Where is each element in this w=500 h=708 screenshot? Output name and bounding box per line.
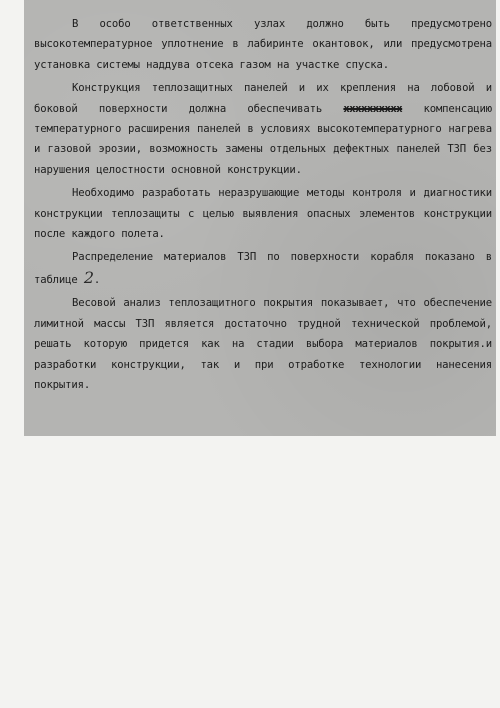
paragraph-seal-system	[34, 14, 492, 75]
paragraph-text: В особо ответственных узлах должно быть предусмотрено высокотемпературное уплотнение в лабиринте окантовок, или предусмотрена установка системы наддува отсека газом на участке спуска.	[34, 18, 492, 71]
paragraph-text: Весовой анализ теплозащитного покрытия показывает, что обеспечение лимитной массы ТЗП является достаточно трудной технической проблемой, решать которую придется как на стадии выбора материалов покрытия.и разработки конструкции, так и при отработке технологии нанесения покрытия.	[34, 297, 492, 391]
paragraph-text-start: Распределение материалов ТЗП по поверхности корабля показано в таблице	[34, 251, 492, 286]
paragraph-text: Необходимо разработать неразрушающие методы контроля и диагностики конструкции теплозащиты с целью выявления опасных элементов конструкции после каждого полета.	[34, 187, 492, 241]
paragraph-weight-analysis	[34, 293, 492, 395]
paragraph-text-start: Конструкция теплозащитных панелей и их крепления на лобовой и боковой поверхности должна обеспечивать	[34, 82, 492, 115]
paragraph-panel-construction	[34, 78, 492, 180]
document-body	[34, 14, 492, 398]
paragraph-testing-methods	[34, 183, 492, 244]
handwritten-table-number: 2	[83, 267, 94, 287]
paragraph-text-end: компенсацию температурного расширения панелей в условиях высокотемпературного нагрева и газовой эрозии, возможность замены отдельных дефектных панелей ТЗП без нарушения целостности основной конструкции.	[34, 102, 492, 176]
paragraph-text-end: .	[93, 273, 101, 286]
paragraph-material-distribution	[34, 247, 492, 290]
scanned-text-region	[24, 0, 496, 436]
struck-out-word: хххххххххх	[343, 102, 403, 115]
